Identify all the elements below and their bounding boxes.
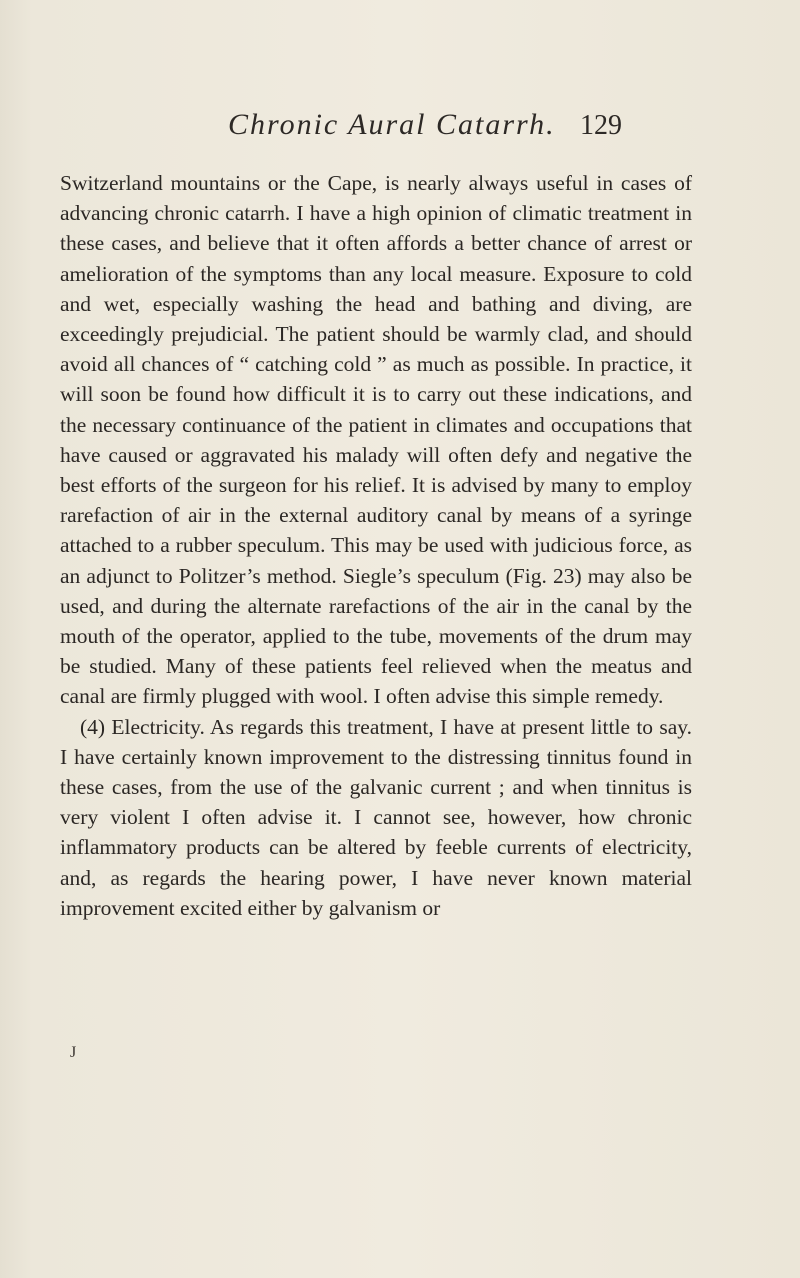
- body-text: [60, 168, 692, 923]
- paragraph-2: (4) Electricity. As regards this treatment, I have at present little to say. I have certainly known improvement to the distressing tinnitus found in these cases, from the use of the galvanic current ; and when tinnitus is very violent I often advise it. I cannot see, however, how chronic inflammatory products can be altered by feeble currents of electricity, and, as regards the hearing power, I have never known material improvement excited either by galvanism or: [60, 714, 692, 920]
- page-header: [0, 108, 800, 148]
- paragraph-1: Switzerland mountains or the Cape, is nearly always useful in cases of advancing chronic catarrh. I have a high opinion of climatic treatment in these cases, and believe that it often affords a better chance of arrest or amelioration of the symptoms than any local measure. Exposure to cold and wet, especially washing the head and bathing and diving, are exceedingly prejudicial. The patient should be warmly clad, and should avoid all chances of “ catching cold ” as much as possible. In practice, it will soon be found how difficult it is to carry out these indications, and the necessary continuance of the patient in climates and occupations that have caused or aggravated his malady will often defy and negative the best efforts of the surgeon for his relief. It is advised by many to employ rarefaction of air in the external auditory canal by means of a syringe attached to a rubber speculum. This may be used with judicious force, as an adjunct to Politzer’s method. Siegle’s speculum (Fig. 23) may also be used, and during the alternate rarefactions of the air in the canal by the mouth of the operator, applied to the tube, movements of the drum may be studied. Many of these patients feel relieved when the meatus and canal are firmly plugged with wool. I often advise this simple remedy.: [60, 171, 692, 709]
- running-head-title: Chronic Aural Catarrh.: [228, 108, 556, 141]
- signature-mark: J: [70, 1044, 77, 1061]
- page-number: 129: [580, 110, 622, 141]
